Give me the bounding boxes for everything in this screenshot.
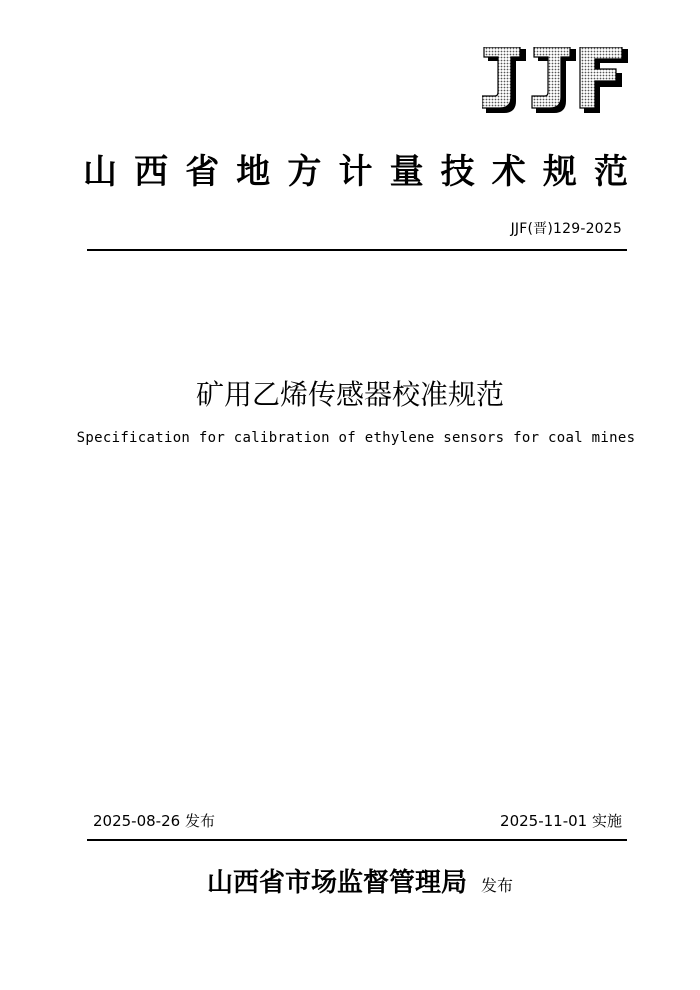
authority-title-char: 量 — [389, 152, 424, 192]
authority-title-char: 计 — [338, 152, 373, 192]
authority-title-char: 术 — [491, 152, 526, 192]
authority-title-char: 西 — [134, 152, 169, 192]
authority-title-char: 范 — [593, 152, 628, 192]
bottom-divider — [87, 839, 627, 841]
implement-date: 2025-11-01 实施 — [500, 812, 622, 830]
authority-title-char: 地 — [236, 152, 271, 192]
top-divider — [87, 249, 627, 251]
authority-title-char: 方 — [287, 152, 322, 192]
jjf-logo — [482, 47, 630, 117]
document-title-cn: 矿用乙烯传感器校准规范 — [195, 378, 504, 411]
standard-code: JJF(晋)129-2025 — [510, 221, 622, 237]
publisher — [207, 862, 513, 898]
publisher-suffix: 发布 — [481, 876, 514, 895]
document-title-en: Specification for calibration of ethylene sensors for coal mines — [76, 430, 636, 446]
authority-title-char: 技 — [440, 152, 475, 192]
authority-title-char: 山 — [83, 152, 117, 192]
authority-title-char: 规 — [542, 152, 577, 192]
issue-date: 2025-08-26 发布 — [93, 812, 215, 830]
publisher-name: 山西省市场监督管理局 — [207, 868, 468, 898]
authority-title — [83, 148, 628, 196]
authority-title-char: 省 — [185, 152, 220, 192]
